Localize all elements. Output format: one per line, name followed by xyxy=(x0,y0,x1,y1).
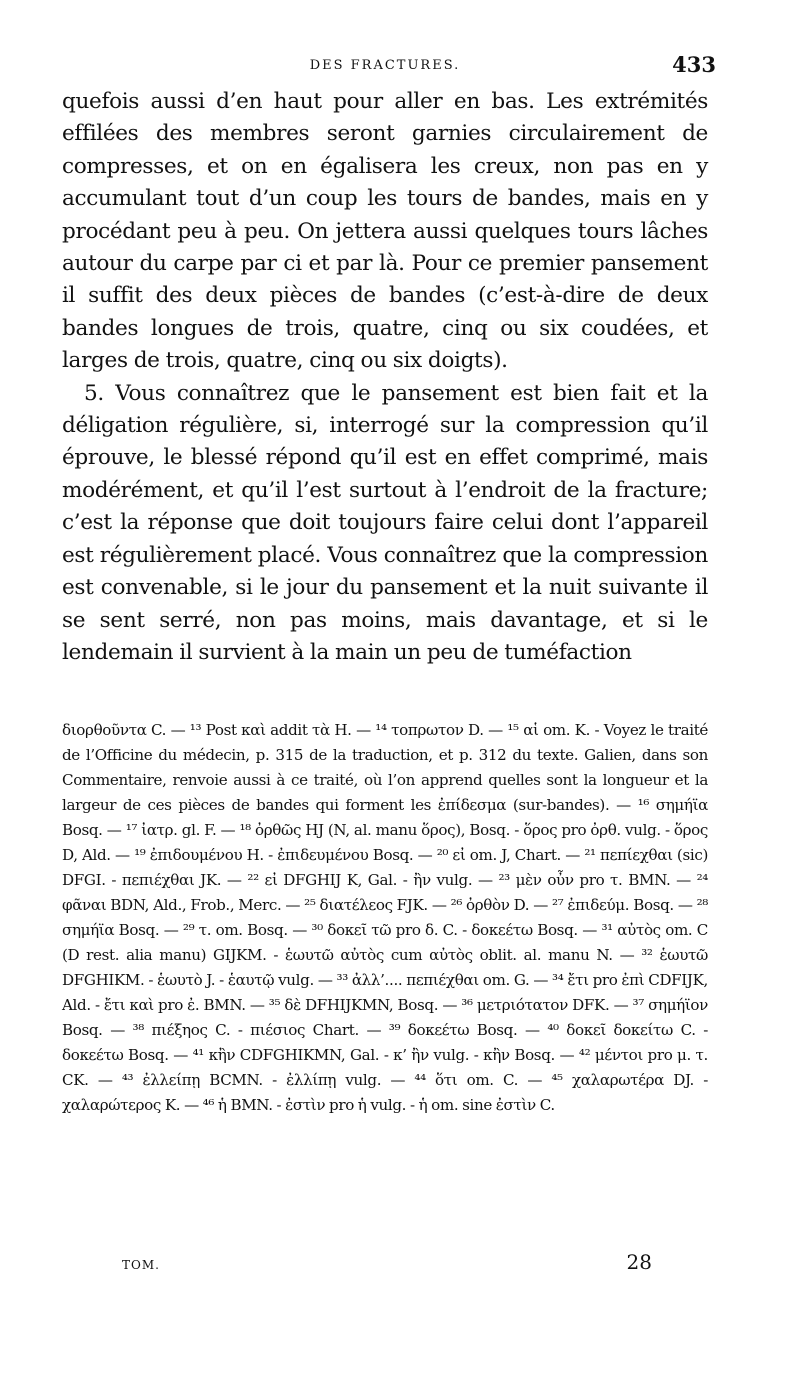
running-head xyxy=(62,52,716,78)
running-title: DES FRACTURES. xyxy=(309,58,461,73)
main-text xyxy=(62,86,708,669)
sheet-number: 28 xyxy=(626,1250,652,1274)
signature-label: TOM. xyxy=(122,1258,160,1272)
footnotes xyxy=(62,718,708,1118)
page-footer xyxy=(62,1250,652,1280)
footnotes-text: διορθοῦντα C. — ¹³ Post καὶ addit τὰ H. — ¹⁴ τοπρωτον D. — ¹⁵ αἱ om. K. - Voyez le traité de l’Officine du médecin, p. 315 de la traduction, et p. 312 du texte. Galien, dans son Commentaire, renvoie aussi à ce traité, où l’on apprend quelles sont la longueur et la largeur de ces pièces de bandes qui forment les ἐπίδεσμα (sur-bandes). — ¹⁶ σημήϊα Bosq. — ¹⁷ ἰατρ. gl. F. — ¹⁸ ὀρθῶς HJ (N, al. manu ὅρος), Bosq. - ὅρος pro ὀρθ. vulg. - ὅρος D, Ald. — ¹⁹ ἐπιδουμένου H. - ἐπιδευμένου Bosq. — ²⁰ εἰ om. J, Chart. — ²¹ πεπίεχθαι (sic) DFGI. - πεπιέχθαι JK. — ²² εἰ DFGHIJ K, Gal. - ἢν vulg. — ²³ μὲν οὖν pro τ. BMN. — ²⁴ φᾶναι BDN, Ald., Frob., Merc. — ²⁵ διατέλεος FJK. — ²⁶ ὀρθὸν D. — ²⁷ ἐπιδεύμ. Bosq. — ²⁸ σημήϊα Bosq. — ²⁹ τ. om. Bosq. — ³⁰ δοκεῖ τῶ pro δ. C. - δοκεέτω Bosq. — ³¹ αὐτὸς om. C (D rest. alia manu) GIJKM. - ἑωυτῶ αὐτὸς cum αὐτὸς oblit. al. manu N. — ³² ἑωυτῶ DFGHIKM. - ἑωυτὸ J. - ἑαυτῷ vulg. — ³³ ἀλλ’.... πεπιέχθαι om. G. — ³⁴ ἔτι pro ἐπὶ CDFIJK, Ald. - ἔτι καὶ pro ἐ. BMN. — ³⁵ δὲ DFHIJKMN, Bosq. — ³⁶ μετριότατον DFK. — ³⁷ σημήϊον Bosq. — ³⁸ πιέξηος C. - πιέσιος Chart. — ³⁹ δοκεέτω Bosq. — ⁴⁰ δοκεῖ δοκείτω C. - δοκεέτω Bosq. — ⁴¹ κἢν CDFGHIKMN, Gal. - κ’ ἢν vulg. - κἢν Bosq. — ⁴² μέντοι pro μ. τ. CK. — ⁴³ ἐλλείπῃ BCMN. - ἐλλίπῃ vulg. — ⁴⁴ ὅτι om. C. — ⁴⁵ χαλαρωτέρα DJ. - χαλαρώτερος K. — ⁴⁶ ἡ BMN. - ἐστὶν pro ἡ vulg. - ἡ om. sine ἐστὶν C. xyxy=(62,721,708,1114)
page-number: 433 xyxy=(672,52,716,77)
paragraph-1: quefois aussi d’en haut pour aller en bas. Les extrémités effilées des membres seront garnies circulairement de compresses, et on en égalisera les creux, non pas en y accumulant tout d’un coup les tours de bandes, mais en y procédant peu à peu. On jettera aussi quelques tours lâches autour du carpe par ci et par là. Pour ce premier pansement il suffit des deux pièces de bandes (c’est-à-dire de deux bandes longues de trois, quatre, cinq ou six coudées, et larges de trois, quatre, cinq ou six doigts). xyxy=(62,89,708,374)
paragraph-2: 5. Vous connaîtrez que le pansement est bien fait et la déligation régulière, si, interrogé sur la compression qu’il éprouve, le blessé répond qu’il est en effet comprimé, mais modérément, et qu’il l’est surtout à l’endroit de la fracture; c’est la réponse que doit toujours faire celui dont l’appareil est régulièrement placé. Vous connaîtrez que la compression est convenable, si le jour du pansement et la nuit suivante il se sent serré, non pas moins, mais davantage, et si le lendemain il survient à la main un peu de tuméfaction xyxy=(62,380,708,665)
